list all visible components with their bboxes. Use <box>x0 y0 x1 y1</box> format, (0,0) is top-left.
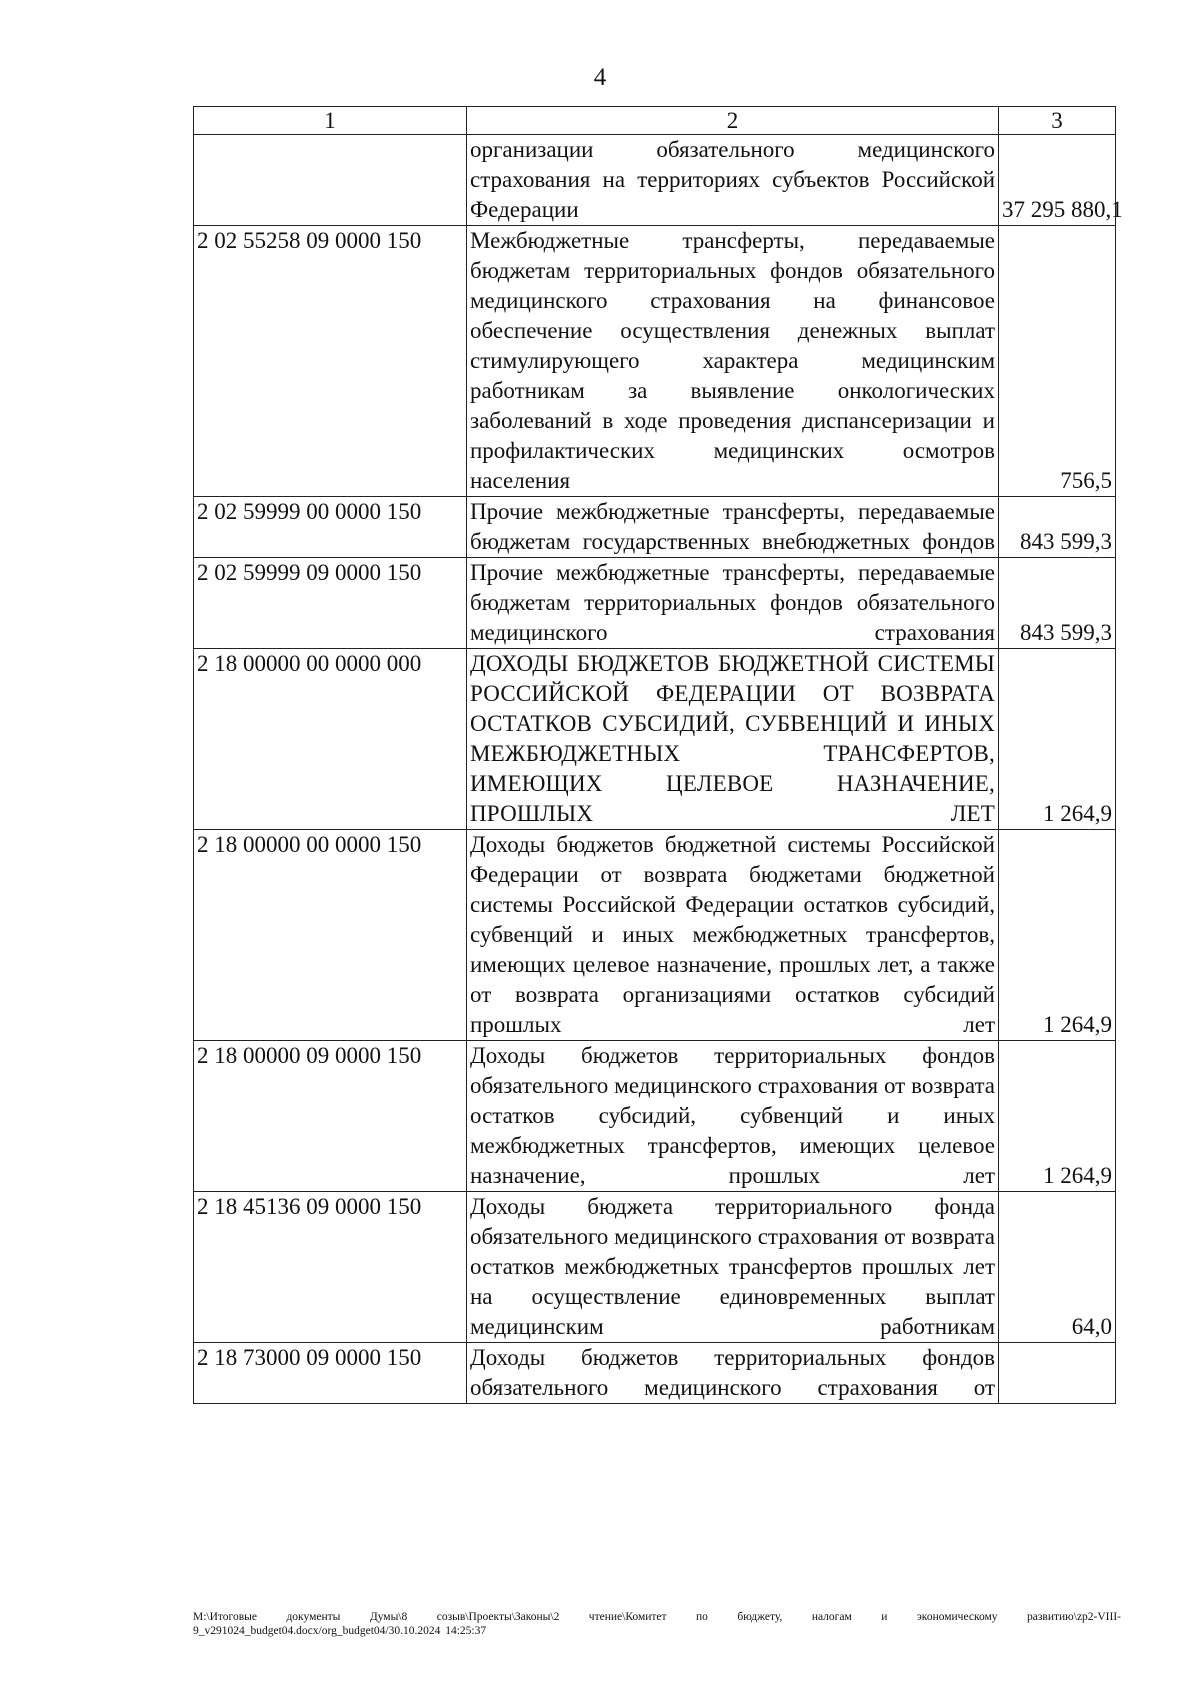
row-code: 2 18 00000 00 0000 150 <box>194 830 467 1041</box>
row-code: 2 18 00000 09 0000 150 <box>194 1041 467 1192</box>
row-amount: 37 295 880,1 <box>999 135 1116 226</box>
row-amount: 64,0 <box>999 1192 1116 1343</box>
table-row <box>194 830 1116 1041</box>
table-row <box>194 497 1116 558</box>
row-name: Прочие межбюджетные трансферты, передаваемые бюджетам территориальных фондов обязательного медицинского страхования <box>467 558 999 649</box>
row-name: ДОХОДЫ БЮДЖЕТОВ БЮДЖЕТНОЙ СИСТЕМЫ РОССИЙСКОЙ ФЕДЕРАЦИИ ОТ ВОЗВРАТА ОСТАТКОВ СУБСИДИЙ, СУБВЕНЦИЙ И ИНЫХ МЕЖБЮДЖЕТНЫХ ТРАНСФЕРТОВ, ИМЕЮЩИХ ЦЕЛЕВОЕ НАЗНАЧЕНИЕ, ПРОШЛЫХ ЛЕТ <box>467 649 999 830</box>
row-amount: 1 264,9 <box>999 1041 1116 1192</box>
row-code <box>194 135 467 226</box>
table-row <box>194 135 1116 226</box>
table-row <box>194 226 1116 497</box>
table-row <box>194 649 1116 830</box>
row-code: 2 02 59999 09 0000 150 <box>194 558 467 649</box>
row-amount <box>999 1343 1116 1404</box>
row-code: 2 18 45136 09 0000 150 <box>194 1192 467 1343</box>
row-code: 2 18 00000 00 0000 000 <box>194 649 467 830</box>
table-row <box>194 1192 1116 1343</box>
row-amount: 843 599,3 <box>999 558 1116 649</box>
row-name: Межбюджетные трансферты, передаваемые бюджетам территориальных фондов обязательного медицинского страхования на финансовое обеспечение осуществления денежных выплат стимулирующего характера медицинским работникам за выявление онкологических заболеваний в ходе проведения диспансеризации и профилактических медицинских осмотров населения <box>467 226 999 497</box>
row-name: Доходы бюджетов бюджетной системы Российской Федерации от возврата бюджетами бюджетной системы Российской Федерации остатков субсидий, субвенций и иных межбюджетных трансфертов, имеющих целевое назначение, прошлых лет, а также от возврата организациями остатков субсидий прошлых лет <box>467 830 999 1041</box>
row-name: Доходы бюджетов территориальных фондов обязательного медицинского страхования от возврата остатков субсидий, субвенций и иных межбюджетных трансфертов, имеющих целевое назначение, прошлых лет <box>467 1041 999 1192</box>
row-code: 2 02 59999 00 0000 150 <box>194 497 467 558</box>
row-code: 2 02 55258 09 0000 150 <box>194 226 467 497</box>
budget-table <box>193 106 1123 1404</box>
row-name: организации обязательного медицинского страхования на территориях субъектов Российской Федерации <box>467 135 999 226</box>
table-header-row <box>194 107 1116 135</box>
row-name: Прочие межбюджетные трансферты, передаваемые бюджетам государственных внебюджетных фондов <box>467 497 999 558</box>
column-header-code: 1 <box>194 107 467 135</box>
row-code: 2 18 73000 09 0000 150 <box>194 1343 467 1404</box>
row-name: Доходы бюджета территориального фонда обязательного медицинского страхования от возврата остатков межбюджетных трансфертов прошлых лет на осуществление единовременных выплат медицинским работникам <box>467 1192 999 1343</box>
page-number: 4 <box>593 64 607 91</box>
row-amount: 1 264,9 <box>999 649 1116 830</box>
document-path-footer: M:\Итоговые документы Думы\8 созыв\Проекты\Законы\2 чтение\Комитет по бюджету, налогам и экономическому развитию\zp2-VIII-9_v291024_budget04.docx/org_budget04/30.10.2024 14:25:37 <box>193 1611 1121 1637</box>
table-row <box>194 1343 1116 1404</box>
column-header-amount: 3 <box>999 107 1116 135</box>
row-amount: 843 599,3 <box>999 497 1116 558</box>
row-amount: 756,5 <box>999 226 1116 497</box>
table-row <box>194 558 1116 649</box>
row-name: Доходы бюджетов территориальных фондов обязательного медицинского страхования от <box>467 1343 999 1404</box>
column-header-name: 2 <box>467 107 999 135</box>
row-amount: 1 264,9 <box>999 830 1116 1041</box>
table-row <box>194 1041 1116 1192</box>
